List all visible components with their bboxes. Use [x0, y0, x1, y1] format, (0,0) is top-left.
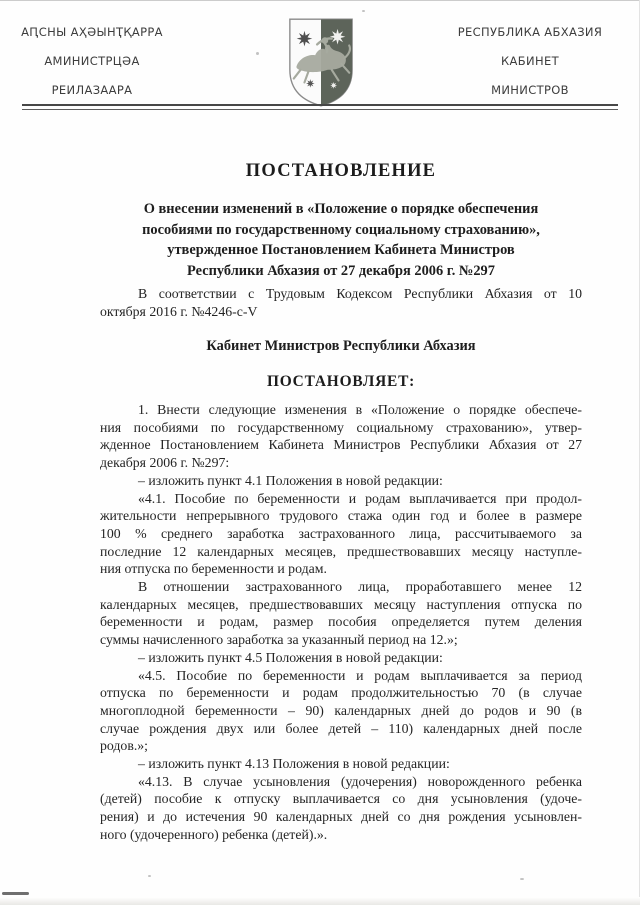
body-line: (детей) пособие к отпуску выплачивается со дня усыновления (удоче-: [100, 791, 582, 807]
letterhead-left-line-3: РЕИЛАЗААРА: [51, 83, 133, 97]
scan-speck: [520, 878, 524, 880]
intro-line: октября 2016 г. №4246-с-V: [100, 303, 258, 319]
body-line: – изложить пункт 4.1 Положения в новой редакции:: [138, 472, 443, 488]
body-line: декабря 2006 г. №297:: [100, 455, 230, 471]
subject-line: Республики Абхазия от 27 декабря 2006 г. №297: [187, 262, 495, 279]
letterhead-left-line-1: АԤСНЫ АҲӘЫНҬҚАРРА: [21, 25, 163, 39]
letterhead-left: [10, 18, 174, 105]
body-line: 1. Внести следующие изменения в «Положение о порядке обеспече-: [138, 402, 582, 417]
scan-speck: [148, 875, 151, 877]
subject-line: пособиями по государственному социальному страхованию»,: [142, 221, 540, 238]
body-line: ния пособиями по государственному социальному страхованию», утвер-: [100, 419, 582, 435]
letterhead-right-line-1: РЕСПУБЛИКА АБХАЗИЯ: [457, 25, 603, 39]
subject-line: О внесении изменений в «Положение о порядке обеспечения: [143, 201, 539, 217]
letterhead-right-line-3: МИНИСТРОВ: [491, 83, 569, 97]
letterhead-right: [444, 18, 616, 105]
body-line: родов.»;: [100, 738, 149, 754]
body-line: жденное Постановлением Кабинета Министров Республики Абхазия от 27: [100, 437, 582, 453]
letterhead-left-line-2: АМИНИСТРЦӘА: [44, 54, 140, 68]
scan-speck: [256, 52, 259, 55]
body-line: рения) и до истечения 90 календарных дней со дня рождения усыновлен-: [100, 809, 582, 825]
body-line: «4.1. Пособие по беременности и родам выплачивается при продол-: [138, 490, 582, 506]
body-line: последние 12 календарных месяцев, предшествовавших месяцу наступле-: [100, 543, 582, 559]
body-line: В отношении застрахованного лица, проработавшего менее 12: [138, 579, 582, 595]
scan-speck: [362, 10, 365, 12]
intro-paragraph: [100, 285, 582, 320]
body-line: «4.5. Пособие по беременности и родам выплачивается за период: [138, 667, 582, 683]
subject-line: утвержденное Постановлением Кабинета Министров: [167, 242, 515, 258]
scan-edge-bottom: [0, 897, 640, 905]
body-line: – изложить пункт 4.13 Положения в новой редакции:: [138, 756, 450, 772]
intro-line: В соответствии с Трудовым Кодексом Республики Абхазия от 10: [138, 286, 582, 301]
resolution-heading: ПОСТАНОВЛЯЕТ:: [266, 373, 416, 390]
body-line: случае рождения двух или более детей – 110) календарных дней после: [100, 720, 582, 736]
body-line: суммы начисленного заработка за указанный период на 12.»;: [100, 632, 458, 648]
body-line: ния отпуска по беременности и родам.: [100, 561, 327, 577]
letterhead-right-line-2: КАБИНЕТ: [501, 54, 559, 68]
body-line: ного (удочеренного) ребенка (детей).».: [100, 826, 328, 842]
decree-body: [100, 401, 582, 844]
body-line: многоплодной беременности – 90) календарных дней до родов и 90 (в: [100, 702, 582, 718]
body-line: – изложить пункт 4.5 Положения в новой редакции:: [138, 649, 443, 665]
scan-edge-top: [0, 0, 640, 1]
coat-of-arms-icon: [285, 17, 357, 107]
decree-title: ПОСТАНОВЛЕНИЕ: [245, 161, 437, 181]
letterhead-divider: [22, 104, 618, 110]
scan-mark: [2, 892, 29, 895]
decree-subject: [100, 199, 582, 281]
body-line: «4.13. В случае усыновления (удочерения) новорожденного ребенка: [138, 773, 582, 789]
issuing-authority-heading: Кабинет Министров Республики Абхазия: [206, 338, 476, 354]
body-line: календарных месяцев, предшествовавших месяцу наступления отпуска по: [100, 596, 582, 612]
body-line: жительности непрерывного трудового стажа один год и более в размере: [100, 508, 582, 524]
body-line: отпуска по беременности и родам продолжительностью 70 (в случае: [100, 685, 582, 701]
body-line: 100 % среднего заработка застрахованного лица, рассчитываемого за: [100, 525, 582, 541]
body-line: беременности и родам, размер пособия определяется путем деления: [100, 614, 582, 630]
